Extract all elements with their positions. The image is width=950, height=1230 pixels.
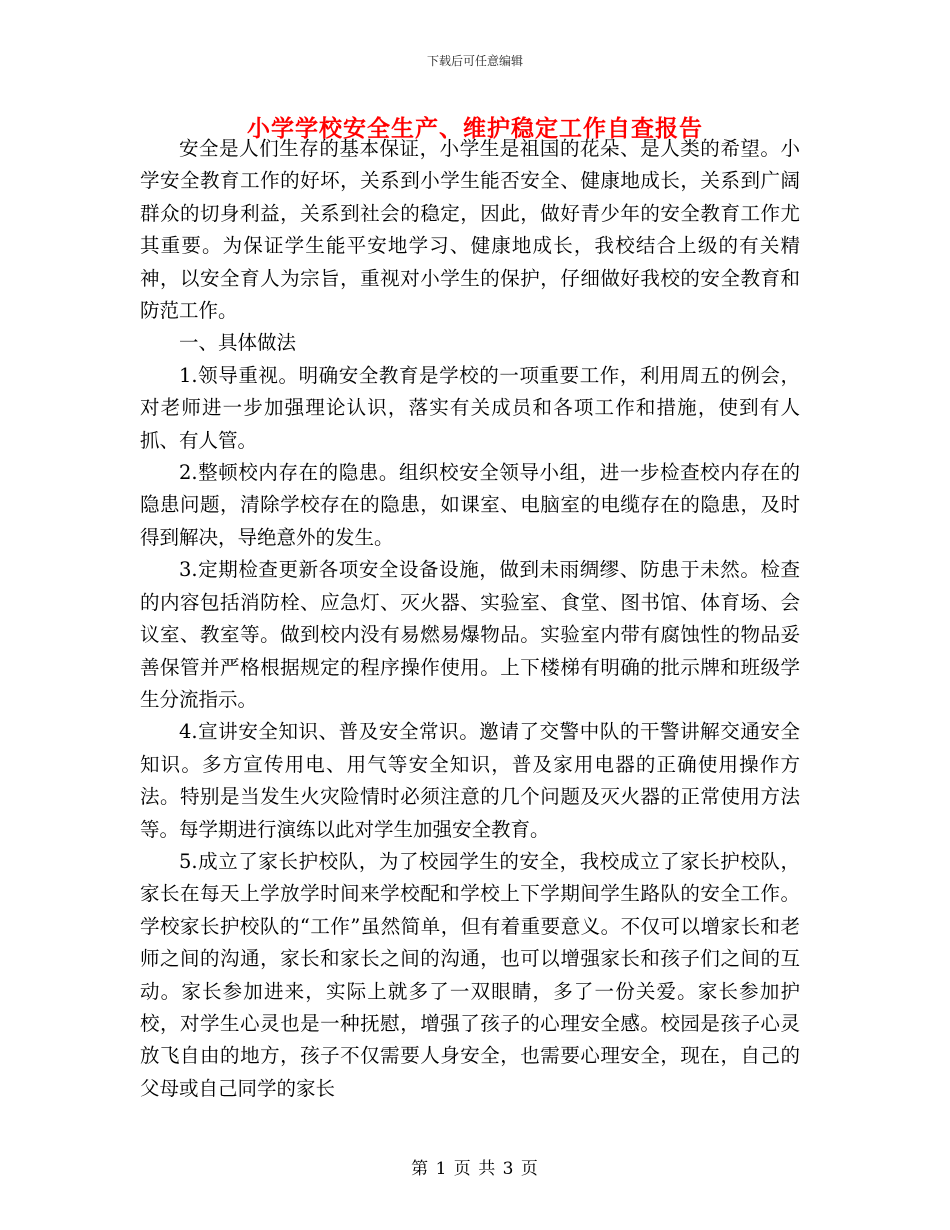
section-heading: 一、具体做法 xyxy=(179,331,297,355)
document-body xyxy=(140,133,800,1105)
header-note: 下载后可任意编辑 xyxy=(426,54,523,68)
paragraph-item-5: 5.成立了家长护校队，为了校园学生的安全，我校成立了家长护校队，家长在每天上学放学时间来学校配和学校上下学期间学生路队的安全工作。学校家长护校队的“工作”虽然简单，但有着重要意义。不仅可以增家长和老师之间的沟通，家长和家长之间的沟通，也可以增强家长和孩子们之间的互动。家长参加进来，实际上就多了一双眼睛，多了一份关爱。家长参加护校，对学生心灵也是一种抚慰，增强了孩子的心理安全感。校园是孩子心灵放飞自由的地方，孩子不仅需要人身安全，也需要心理安全，现在，自己的父母或自己同学的家长 xyxy=(140,849,800,1100)
paragraph-item-1: 1.领导重视。明确安全教育是学校的一项重要工作，利用周五的例会，对老师进一步加强理论认识，落实有关成员和各项工作和措施，使到有人抓、有人管。 xyxy=(140,363,800,452)
page-number: 第 1 页 共 3 页 xyxy=(411,1159,539,1179)
paragraph-item-2: 2.整顿校内存在的隐患。组织校安全领导小组，进一步检查校内存在的隐患问题，清除学校存在的隐患，如课室、电脑室的电缆存在的隐患，及时得到解决，导绝意外的发生。 xyxy=(140,461,800,549)
paragraph-item-3: 3.定期检查更新各项安全设备设施，做到未雨绸缪、防患于未然。检查的内容包括消防栓、应急灯、灭火器、实验室、食堂、图书馆、体育场、会议室、教室等。做到校内没有易燃易爆物品。实验室内带有腐蚀性的物品妥善保管并严格根据规定的程序操作使用。上下楼梯有明确的批示牌和班级学生分流指示。 xyxy=(140,558,800,711)
document-title: 小学学校安全生产、维护稳定工作自查报告 xyxy=(247,115,703,142)
intro-paragraph: 安全是人们生存的基本保证，小学生是祖国的花朵、是人类的希望。小学安全教育工作的好坏，关系到小学生能否安全、健康地成长，关系到广阔群众的切身利益，关系到社会的稳定，因此，做好青少年的安全教育工作尤其重要。为保证学生能平安地学习、健康地成长，我校结合上级的有关精神，以安全育人为宗旨，重视对小学生的保护，仔细做好我校的安全教育和防范工作。 xyxy=(140,137,800,323)
paragraph-item-4: 4.宣讲安全知识、普及安全常识。邀请了交警中队的干警讲解交通安全知识。多方宣传用电、用气等安全知识，普及家用电器的正确使用操作方法。特别是当发生火灾险情时必须注意的几个问题及灭火器的正常使用方法等。每学期进行演练以此对学生加强安全教育。 xyxy=(140,720,800,841)
